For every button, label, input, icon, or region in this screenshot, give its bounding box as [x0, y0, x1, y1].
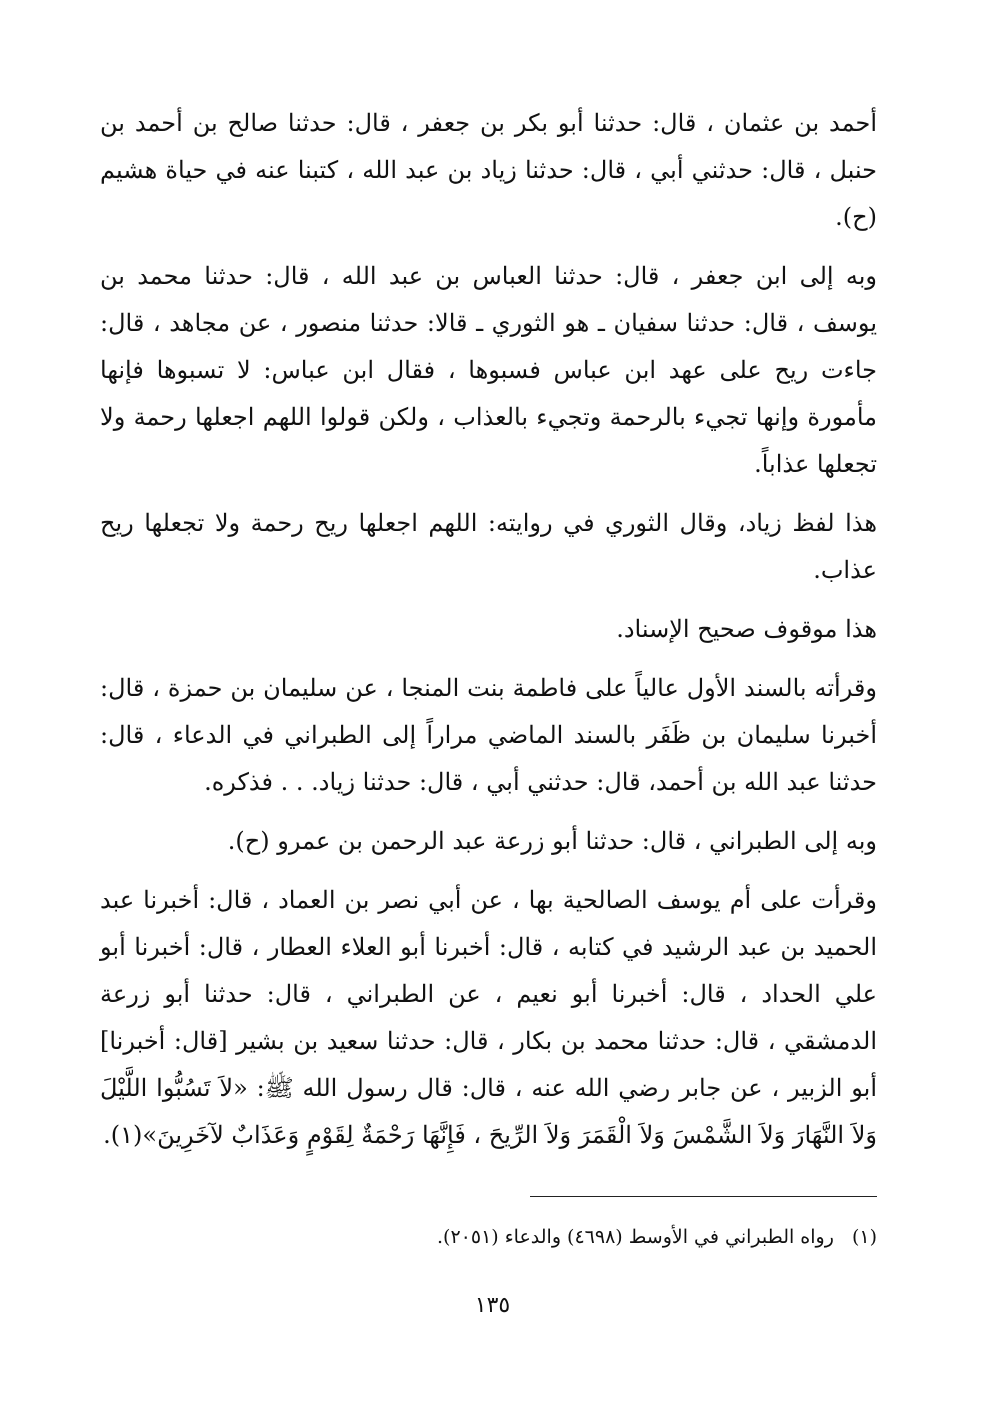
paragraph-6: وبه إلى الطبراني ، قال: حدثنا أبو زرعة عبد الرحمن بن عمرو (ح).	[227, 827, 877, 855]
paragraph-1: أحمد بن عثمان ، قال: حدثنا أبو بكر بن جعفر ، قال: حدثنا صالح بن أحمد بن حنبل ، قال: حدثني أبي ، قال: حدثنا زياد بن عبد الله ، كتبنا عنه في حياة هشيم (ح).	[100, 109, 877, 231]
paragraph-2: وبه إلى ابن جعفر ، قال: حدثنا العباس بن عبد الله ، قال: حدثنا محمد بن يوسف ، قال: حدثنا سفيان ـ هو الثوري ـ قالا: حدثنا منصور ، عن مجاهد ، قال: جاءت ريح على عهد ابن عباس فسبوها ، فقال ابن عباس: لا تسبوها فإنها مأمورة وإنها تجيء بالرحمة وتجيء بالعذاب ، ولكن قولوا اللهم اجعلها رحمة ولا تجعلها عذاباً.	[100, 262, 877, 478]
footnote-text: رواه الطبراني في الأوسط (٤٦٩٨) والدعاء (٢٠٥١).	[437, 1226, 834, 1248]
footnote-divider	[530, 1196, 877, 1197]
paragraph-3: هذا لفظ زياد، وقال الثوري في روايته: اللهم اجعلها ريح رحمة ولا تجعلها ريح عذاب.	[100, 509, 877, 584]
paragraph-5: وقرأته بالسند الأول عالياً على فاطمة بنت المنجا ، عن سليمان بن حمزة ، قال: أخبرنا سليمان بن ظَفَر بالسند الماضي مراراً إلى الطبراني في الدعاء ، قال: حدثنا عبد الله بن أحمد، قال: حدثني أبي ، قال: حدثنا زياد. . . فذكره.	[100, 674, 877, 796]
main-text	[100, 100, 877, 1159]
footnote-marker: (١)	[851, 1226, 877, 1248]
paragraph-7: وقرأت على أم يوسف الصالحية بها ، عن أبي نصر بن العماد ، قال: أخبرنا عبد الحميد بن عبد الرشيد في كتابه ، قال: أخبرنا أبو العلاء العطار ، قال: أخبرنا أبو علي الحداد ، قال: أخبرنا أبو نعيم ، عن الطبراني ، قال: حدثنا أبو زرعة الدمشقي ، قال: حدثنا محمد بن بكار ، قال: حدثنا سعيد بن بشير [قال: أخبرنا] أبو الزبير ، عن جابر رضي الله عنه ، قال: قال رسول الله ﷺ: «لاَ تَسُبُّوا اللَّيْلَ وَلاَ النَّهَارَ وَلاَ الشَّمْسَ وَلاَ الْقَمَرَ وَلاَ الرِّيحَ ، فَإِنَّهَا رَحْمَةٌ لِقَوْمٍ وَعَذَابٌ لآخَرِينَ»(١).	[100, 886, 877, 1149]
footnote	[100, 1222, 877, 1252]
paragraph-4: هذا موقوف صحيح الإسناد.	[616, 615, 877, 643]
page-number: ١٣٥	[474, 1293, 511, 1318]
